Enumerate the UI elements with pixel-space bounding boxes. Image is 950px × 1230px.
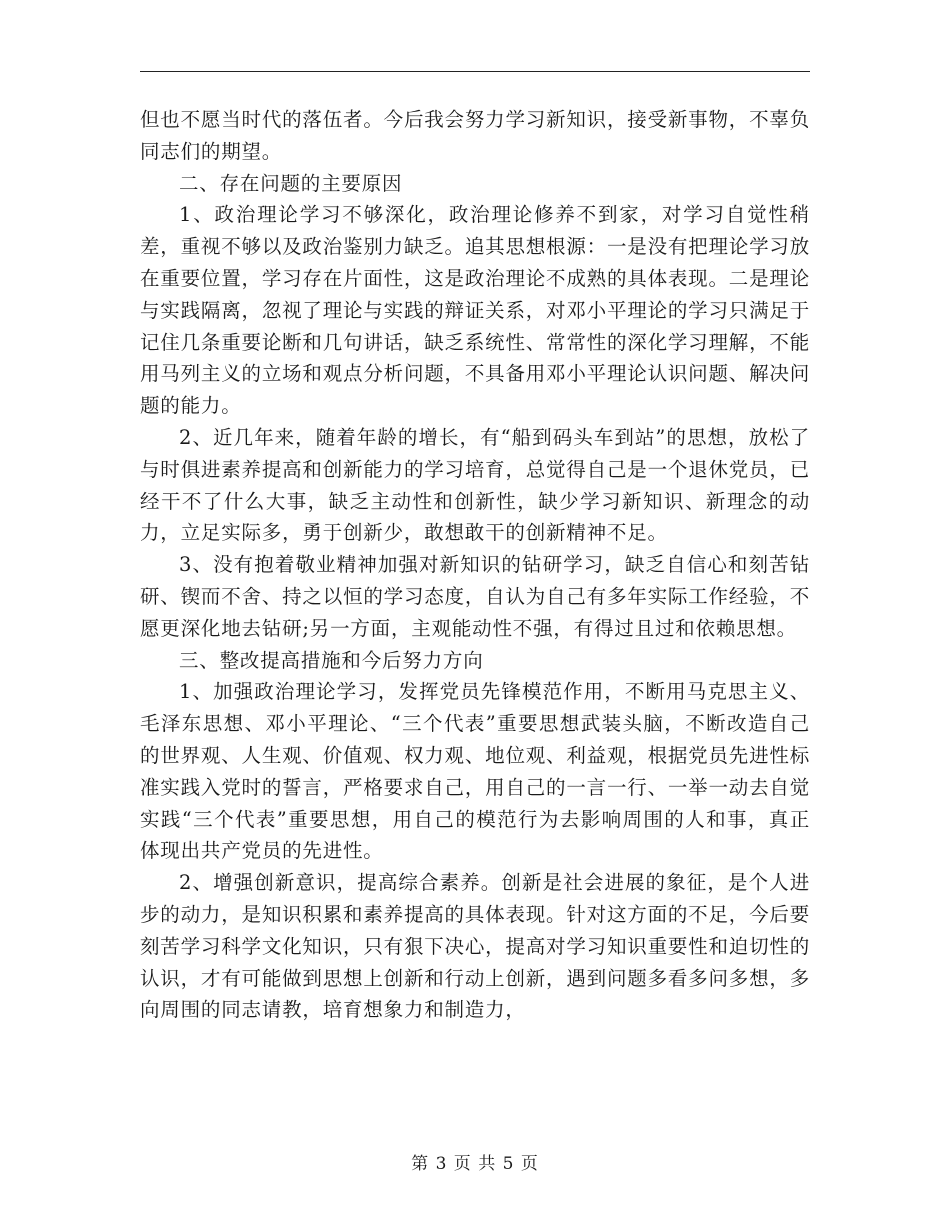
- paragraph-cause-2: 2、近几年来，随着年龄的增长，有“船到码头车到站”的思想，放松了与时俱进素养提高和创新能力的学习培育，总觉得自己是一个退休党员，已经干不了什么大事，缺乏主动性和创新性，缺少学习新知识、新理念的动力，立足实际多，勇于创新少，敢想敢干的创新精神不足。: [140, 425, 810, 545]
- paragraph-measure-2: 2、增强创新意识，提高综合素养。创新是社会进展的象征，是个人进步的动力，是知识积累和素养提高的具体表现。针对这方面的不足，今后要刻苦学习科学文化知识，只有狠下决心，提高对学习知识重要性和迫切性的认识，才有可能做到思想上创新和行动上创新，遇到问题多看多问多想，多向周围的同志请教，培育想象力和制造力，: [140, 871, 810, 1022]
- paragraph-measure-1: 1、加强政治理论学习，发挥党员先锋模范作用，不断用马克思主义、毛泽东思想、邓小平理论、“三个代表”重要思想武装头脑，不断改造自己的世界观、人生观、价值观、权力观、地位观、利益观，根据党员先进性标准实践入党时的誓言，严格要求自己，用自己的一言一行、一举一动去自觉实践“三个代表”重要思想，用自己的模范行为去影响周围的人和事，真正体现出共产党员的先进性。: [140, 680, 810, 863]
- paragraph-cause-1: 1、政治理论学习不够深化，政治理论修养不到家，对学习自觉性稍差，重视不够以及政治鉴别力缺乏。追其思想根源：一是没有把理论学习放在重要位置，学习存在片面性，这是政治理论不成熟的具体表现。二是理论与实践隔离，忽视了理论与实践的辩证关系，对邓小平理论的学习只满足于记住几条重要论断和几句讲话，缺乏系统性、常常性的深化学习理解，不能用马列主义的立场和观点分析问题，不具备用邓小平理论认识问题、解决问题的能力。: [140, 203, 810, 418]
- page-number-footer: 第 3 页 共 5 页: [411, 1154, 539, 1174]
- section-heading-measures: 三、整改提高措施和今后努力方向: [179, 648, 484, 672]
- document-body: [140, 104, 810, 1026]
- paragraph-cause-3: 3、没有抱着敬业精神加强对新知识的钻研学习，缺乏自信心和刻苦钻研、锲而不舍、持之以恒的学习态度，自认为自己有多年实际工作经验，不愿更深化地去钻研;另一方面，主观能动性不强，有得过且过和依赖思想。: [140, 553, 810, 640]
- header-rule: [140, 71, 810, 72]
- paragraph-continuation: 但也不愿当时代的落伍者。今后我会努力学习新知识，接受新事物，不辜负同志们的期望。: [140, 108, 810, 163]
- section-heading-causes: 二、存在问题的主要原因: [179, 171, 403, 195]
